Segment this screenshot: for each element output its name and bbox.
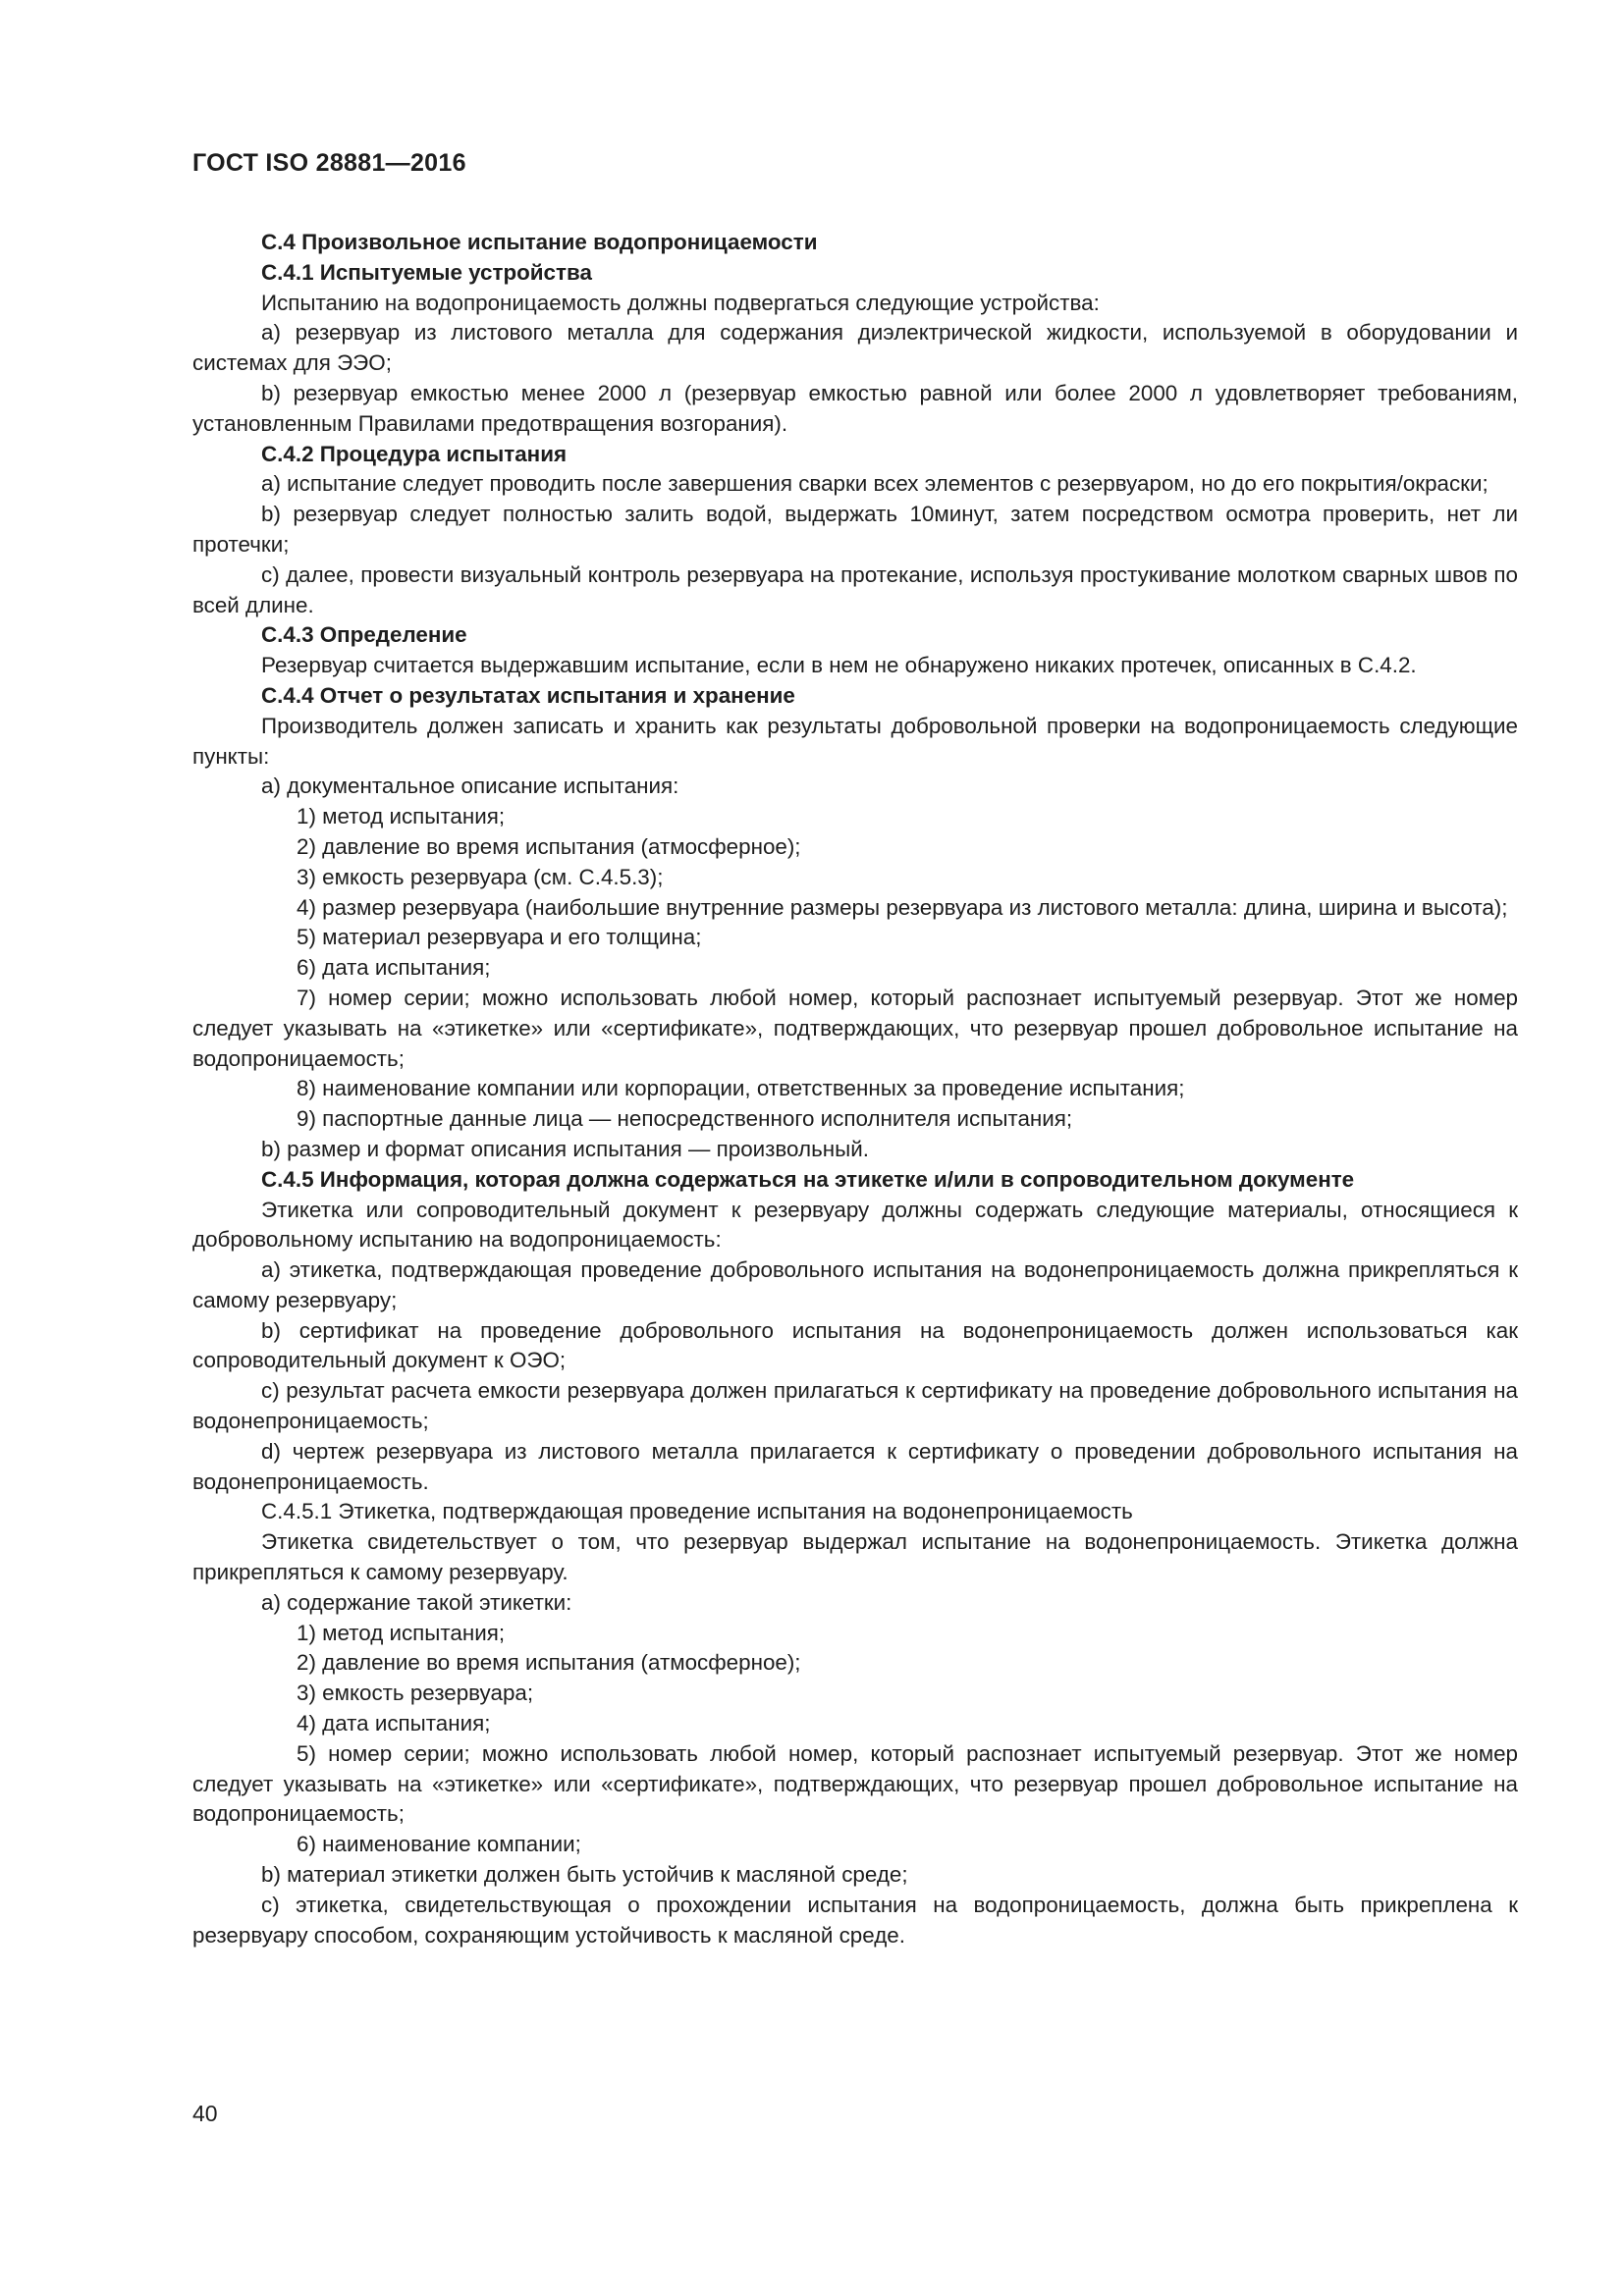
paragraph: 3) емкость резервуара (см. С.4.5.3);: [297, 864, 664, 889]
paragraph: 5) номер серии; можно использовать любой номер, который распознает испытуемый резервуар. Этот же номер следует указывать на «этикетке» или «сертификате», подтверждающих, что резервуар прошел добровольное испытание на водопроницаемость;: [192, 1740, 1518, 1827]
paragraph: а) испытание следует проводить после завершения сварки всех элементов с резервуаром, но до его покрытия/окраски;: [261, 471, 1489, 497]
paragraph: c) далее, провести визуальный контроль резервуара на протекание, используя простукивание молотком сварных швов по всей длине.: [192, 561, 1518, 617]
paragraph: 1) метод испытания;: [297, 1620, 506, 1645]
section-heading: С.4.1 Испытуемые устройства: [261, 259, 592, 285]
paragraph: Производитель должен записать и хранить как результаты добровольной проверки на водопроницаемость следующие пункты:: [192, 713, 1518, 769]
paragraph: 4) размер резервуара (наибольшие внутренние размеры резервуара из листового металла: длина, ширина и высота);: [297, 894, 1508, 920]
document-body: [192, 228, 1518, 1950]
paragraph: 8) наименование компании или корпорации, ответственных за проведение испытания;: [297, 1076, 1185, 1101]
paragraph: а) документальное описание испытания:: [261, 774, 679, 799]
paragraph: c) результат расчета емкости резервуара должен прилагаться к сертификату на проведение добровольного испытания на водонепроницаемость;: [192, 1378, 1518, 1434]
paragraph: d) чертеж резервуара из листового металла прилагается к сертификату о проведении добровольного испытания на водонепроницаемость.: [192, 1438, 1518, 1494]
paragraph: 2) давление во время испытания (атмосферное);: [297, 833, 801, 859]
paragraph: 9) паспортные данные лица — непосредственного исполнителя испытания;: [297, 1106, 1073, 1132]
paragraph: 5) материал резервуара и его толщина;: [297, 925, 702, 950]
paragraph: 6) дата испытания;: [297, 955, 491, 981]
paragraph: а) содержание такой этикетки:: [261, 1589, 572, 1615]
paragraph: b) резервуар следует полностью залить водой, выдержать 10минут, затем посредством осмотра проверить, нет ли протечки;: [192, 502, 1518, 557]
section-heading: С.4.3 Определение: [261, 622, 467, 648]
paragraph: а) этикетка, подтверждающая проведение добровольного испытания на водонепроницаемость должна прикрепляться к самому резервуару;: [192, 1257, 1518, 1312]
paragraph: Этикетка или сопроводительный документ к резервуару должны содержать следующие материалы, относящиеся к добровольному испытанию на водопроницаемость:: [192, 1197, 1518, 1253]
page-number: 40: [192, 2101, 218, 2126]
paragraph: c) этикетка, свидетельствующая о прохождении испытания на водопроницаемость, должна быть прикреплена к резервуару способом, сохраняющим устойчивость к масляной среде.: [192, 1892, 1518, 1948]
paragraph: b) материал этикетки должен быть устойчив к масляной среде;: [261, 1862, 908, 1888]
paragraph: 4) дата испытания;: [297, 1711, 491, 1736]
paragraph: Этикетка свидетельствует о том, что резервуар выдержал испытание на водонепроницаемость. Этикетка должна прикрепляться к самому резервуару.: [192, 1529, 1518, 1585]
document-header: ГОСТ ISO 28881—2016: [192, 149, 466, 177]
paragraph: b) размер и формат описания испытания — произвольный.: [261, 1136, 869, 1161]
paragraph: а) резервуар из листового металла для содержания диэлектрической жидкости, используемой в оборудовании и системах для ЭЭО;: [192, 320, 1518, 376]
paragraph: 1) метод испытания;: [297, 804, 506, 829]
section-heading: С.4.4 Отчет о результатах испытания и хранение: [261, 682, 795, 708]
paragraph: Испытанию на водопроницаемость должны подвергаться следующие устройства:: [261, 290, 1100, 315]
paragraph: 3) емкость резервуара;: [297, 1681, 534, 1706]
paragraph: Резервуар считается выдержавшим испытание, если в нем не обнаружено никаких протечек, описанных в С.4.2.: [261, 653, 1417, 678]
paragraph: 2) давление во время испытания (атмосферное);: [297, 1650, 801, 1676]
section-heading: С.4 Произвольное испытание водопроницаемости: [261, 230, 818, 254]
paragraph: 7) номер серии; можно использовать любой номер, который распознает испытуемый резервуар. Этот же номер следует указывать на «этикетке» или «сертификате», подтверждающих, что резервуар прошел добровольное испытание на водопроницаемость;: [192, 985, 1518, 1071]
section-heading: С.4.2 Процедура испытания: [261, 441, 568, 466]
paragraph: С.4.5.1 Этикетка, подтверждающая проведение испытания на водонепроницаемость: [261, 1499, 1133, 1524]
paragraph: 6) наименование компании;: [297, 1832, 581, 1857]
section-heading: С.4.5 Информация, которая должна содержаться на этикетке и/или в сопроводительном документе: [261, 1166, 1355, 1192]
paragraph: b) резервуар емкостью менее 2000 л (резервуар емкостью равной или более 2000 л удовлетворяет требованиям, установленным Правилами предотвращения возгорания).: [192, 380, 1518, 436]
paragraph: b) сертификат на проведение добровольного испытания на водонепроницаемость должен использоваться как сопроводительный документ к ОЭО;: [192, 1317, 1518, 1373]
